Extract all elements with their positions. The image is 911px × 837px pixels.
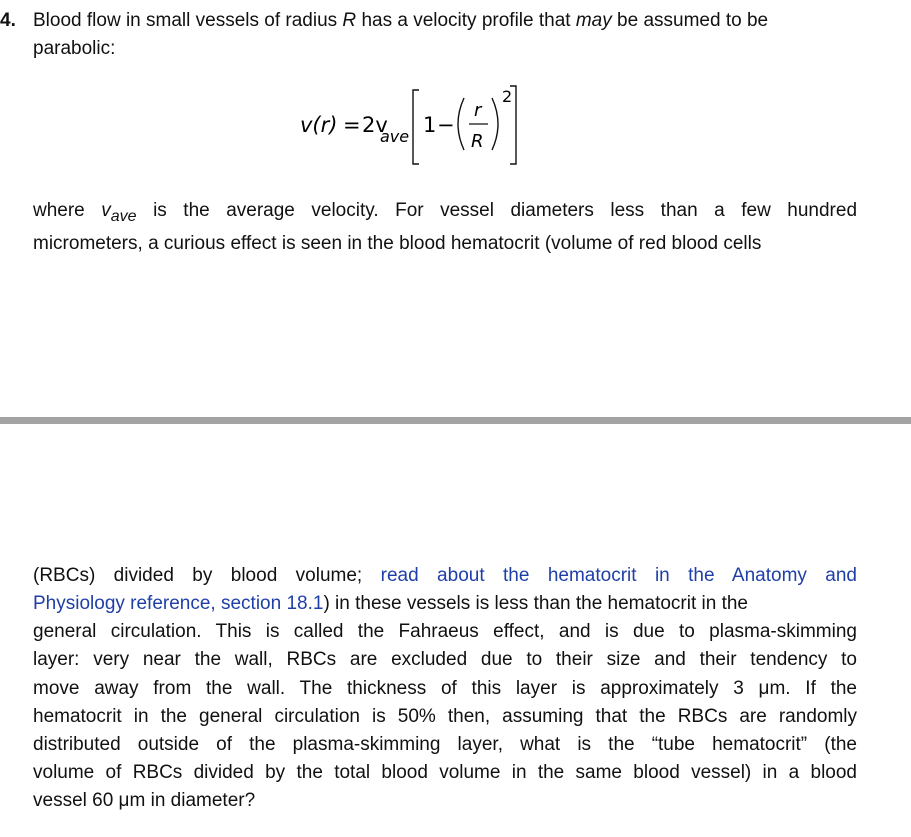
page-divider	[0, 417, 911, 424]
para2-line-9: vessel 60 μm in diameter?	[33, 790, 256, 811]
intro-line-2: parabolic:	[33, 38, 116, 59]
para2-line-2	[33, 593, 748, 615]
eq-exponent: 2	[502, 87, 513, 106]
para2-line-7: distributed outside of the plasma-skimming layer, what is the “tube hematocrit” (the	[33, 734, 857, 755]
eq-left-paren	[458, 98, 464, 150]
para2-line-4: layer: very near the wall, RBCs are excluded due to their size and their tendency to	[33, 649, 857, 670]
eq-coef: 2v	[362, 113, 388, 137]
para1-where: where	[33, 200, 85, 221]
para1-ave-subscript: ave	[110, 208, 137, 225]
eq-one: 1	[423, 113, 437, 137]
para2-line-3: general circulation. This is called the Fahraeus effect, and is due to plasma-skimming	[33, 621, 857, 642]
section-18-1-link[interactable]: Physiology reference, section 18.1	[33, 593, 324, 614]
eq-left-bracket	[413, 90, 419, 164]
intro-may: may	[575, 10, 612, 31]
para1-rest: is the average velocity. For vessel diameters less than a few hundred	[153, 200, 858, 221]
intro-text-c: be assumed to be	[617, 10, 769, 31]
eq-lhs: v(r)	[300, 113, 338, 137]
hematocrit-reference-link[interactable]: read about the hematocrit in the Anatomy and	[380, 565, 857, 586]
para2-line-1	[33, 565, 857, 587]
para2-text-b: ) in these vessels is less than the hematocrit in the	[323, 593, 748, 614]
velocity-profile-equation	[280, 80, 540, 180]
para1-v: $v_{ave}$	[101, 200, 137, 225]
para2-line-6: hematocrit in the general circulation is 50% then, assuming that the RBCs are randomly	[33, 706, 857, 727]
intro-line-1	[33, 10, 768, 32]
eq-minus: −	[437, 113, 455, 137]
para2-text-a: (RBCs) divided by blood volume;	[33, 565, 363, 586]
eq-right-paren	[492, 98, 498, 150]
para2-line-5: move away from the wall. The thickness of this layer is approximately 3 μm. If the	[33, 678, 857, 699]
intro-text-b: has a velocity profile that	[361, 10, 571, 31]
eq-subscript: ave	[380, 127, 410, 146]
para1-line-2: micrometers, a curious effect is seen in the blood hematocrit (volume of red blood cells	[33, 233, 762, 254]
para2-line-8: volume of RBCs divided by the total blood volume in the same blood vessel) in a blood	[33, 762, 857, 783]
intro-text-a: Blood flow in small vessels of radius	[33, 10, 338, 31]
intro-var-R: R	[342, 10, 357, 31]
problem-number: 4.	[0, 10, 16, 31]
eq-equals: =	[343, 113, 361, 137]
eq-numerator: r	[474, 100, 482, 121]
eq-denominator: R	[471, 131, 484, 152]
para1-line-1	[33, 200, 857, 228]
